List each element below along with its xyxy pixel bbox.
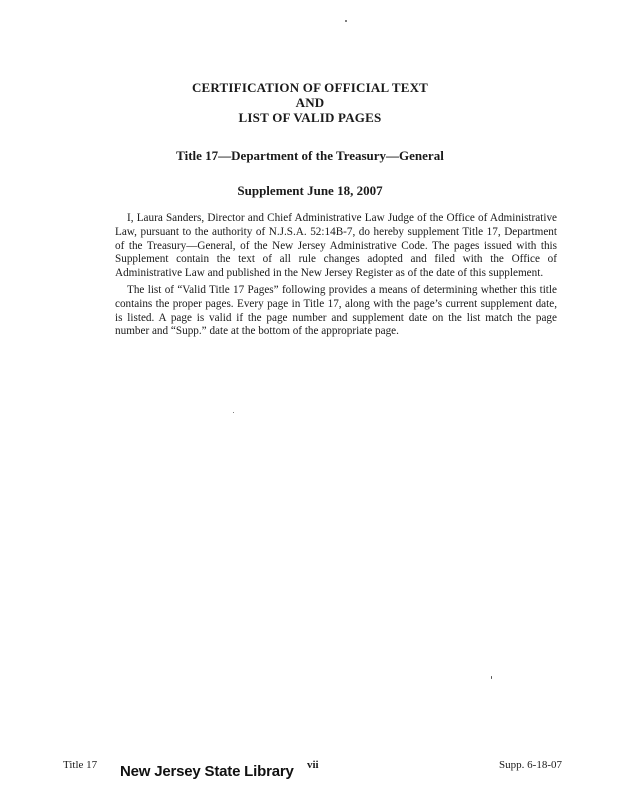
title-line: Title 17—Department of the Treasury—General (176, 148, 444, 163)
footer-page-number: vii (307, 759, 319, 771)
heading-line-1: CERTIFICATION OF OFFICIAL TEXT (191, 80, 429, 95)
heading-line-2: AND (295, 95, 325, 110)
certification-paragraph: I, Laura Sanders, Director and Chief Administrative Law Judge of the Office of Administrative Law, pursuant to the authority of N.J.S.A. 52:14B-7, do hereby supplement Title 17, Department of the Treasury—General, of the New Jersey Administrative Code. The pages issued with this Supplement contain the text of all rule changes adopted and filed with the Office of Administrative Law and published in the New Jersey Register as of the date of this supplement. (115, 212, 557, 280)
scan-speck (491, 676, 492, 679)
footer-supplement-date: Supp. 6-18-07 (499, 759, 562, 771)
library-watermark: New Jersey State Library (120, 763, 294, 780)
footer-title: Title 17 (63, 759, 98, 771)
heading-line-3: LIST OF VALID PAGES (238, 110, 382, 125)
scan-speck (233, 412, 234, 413)
valid-pages-paragraph: The list of “Valid Title 17 Pages” following provides a means of determining whether this title contains the proper pages. Every page in Title 17, along with the page’s current supplement date, is listed. A page is valid if the page number and supplement date on the list match the page number and “Supp.” date at the bottom of the appropriate page. (115, 284, 557, 338)
scan-speck (345, 20, 347, 22)
certification-heading (0, 80, 620, 125)
supplement-date-line: Supplement June 18, 2007 (237, 183, 383, 198)
